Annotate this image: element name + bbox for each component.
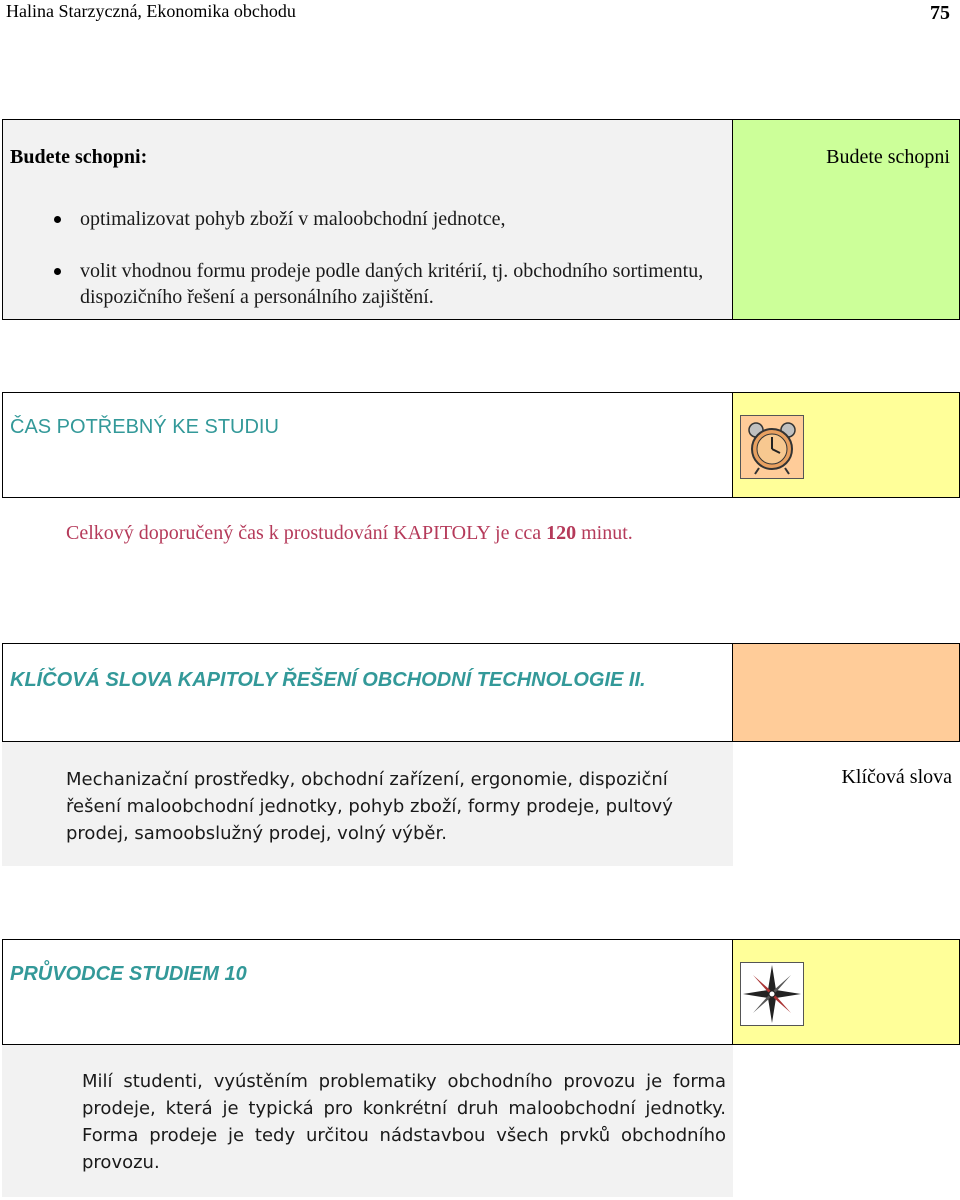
page-number: 75	[930, 2, 950, 24]
study-time-text-before: Celkový doporučený čas k prostudování KAPITOLY je cca	[66, 522, 547, 544]
objectives-side-label: Budete schopni	[826, 146, 950, 168]
guide-heading: PRŮVODCE STUDIEM 10	[10, 963, 247, 985]
bullet-icon	[54, 268, 61, 275]
keywords-text: Mechanizační prostředky, obchodní zařízení, ergonomie, dispoziční řešení maloobchodní jednotky, pohyb zboží, formy prodeje, pultový prodej, samoobslužný prodej, volný výběr.	[66, 769, 673, 844]
bullet-icon	[54, 216, 61, 223]
compass-rose-icon	[740, 962, 804, 1026]
keywords-side-panel	[732, 643, 960, 742]
objective-item	[80, 206, 720, 232]
guide-text: Milí studenti, vyústěním problematiky obchodního provozu je forma prodeje, která je typická pro konkrétní druh maloobchodní jednotky. Forma prodeje je tedy určitou nádstavbou všech prvků obchodního provozu.	[82, 1071, 726, 1173]
objective-item-text: optimalizovat pohyb zboží v maloobchodní jednotce,	[80, 208, 506, 230]
study-time-box	[2, 392, 733, 498]
study-time-heading: ČAS POTŘEBNÝ KE STUDIU	[10, 416, 279, 438]
keywords-side-label: Klíčová slova	[841, 766, 952, 788]
study-time-text-after: minut.	[576, 522, 633, 544]
study-time-side-panel	[732, 392, 960, 498]
study-time-text	[66, 522, 633, 545]
guide-side-panel	[732, 939, 960, 1045]
study-time-minutes: 120	[546, 522, 577, 544]
objective-item	[80, 258, 720, 310]
running-header-title: Halina Starzyczná, Ekonomika obchodu	[6, 1, 296, 21]
guide-box	[2, 939, 733, 1045]
objectives-heading: Budete schopni:	[10, 146, 148, 168]
keywords-heading: KLÍČOVÁ SLOVA KAPITOLY ŘEŠENÍ OBCHODNÍ TECHNOLOGIE II.	[10, 669, 646, 691]
objective-item-text: volit vhodnou formu prodeje podle daných kritérií, tj. obchodního sortimentu, dispozičního řešení a personálního zajištění.	[80, 260, 704, 308]
alarm-clock-icon	[740, 415, 804, 479]
